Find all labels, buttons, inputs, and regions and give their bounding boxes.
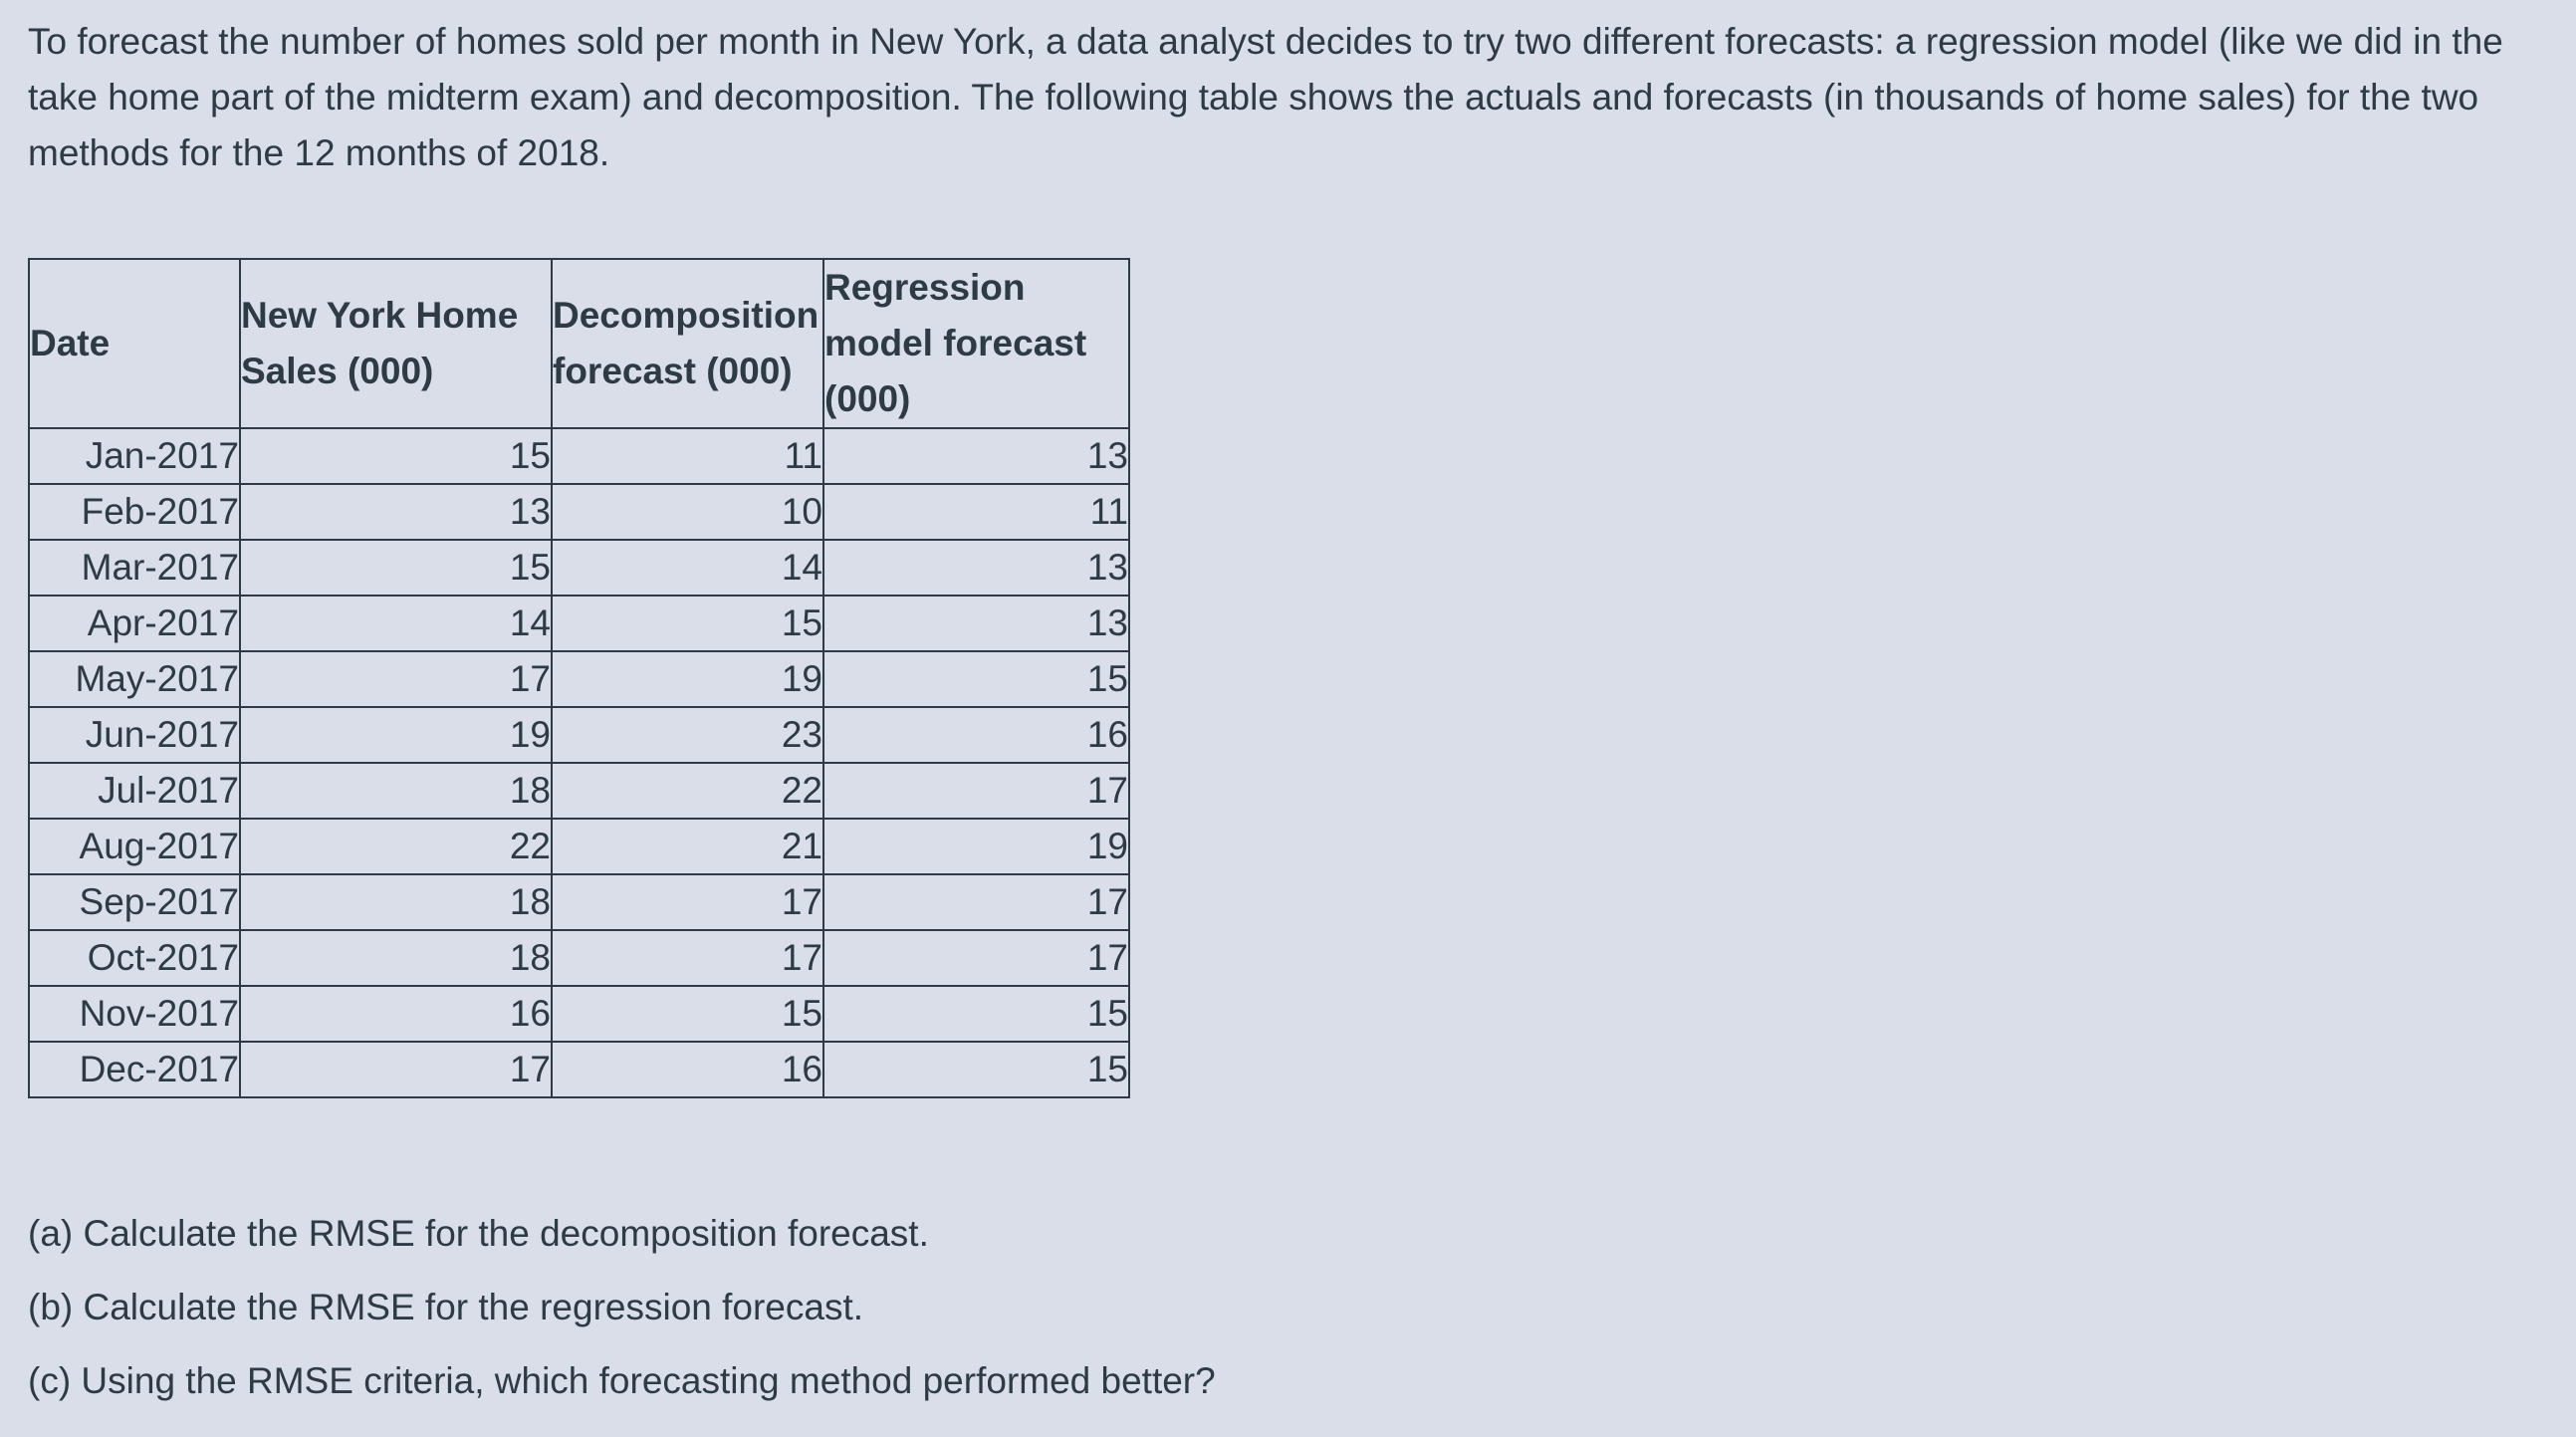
cell-date: May-2017 (29, 651, 240, 707)
cell-regression-forecast: 15 (823, 1042, 1129, 1097)
cell-regression-forecast: 15 (823, 986, 1129, 1042)
cell-ny-home-sales: 19 (240, 707, 552, 763)
question-c: (c) Using the RMSE criteria, which forecasting method performed better? (28, 1360, 1216, 1401)
table-row (29, 428, 1129, 484)
questions-list (28, 1197, 1216, 1418)
cell-decomposition-forecast: 15 (552, 986, 823, 1042)
table-row (29, 596, 1129, 651)
table-row (29, 651, 1129, 707)
cell-date: Aug-2017 (29, 819, 240, 874)
cell-ny-home-sales: 18 (240, 763, 552, 819)
header-ny-home-sales: New York Home Sales (000) (240, 259, 552, 428)
table-row (29, 484, 1129, 540)
cell-regression-forecast: 13 (823, 596, 1129, 651)
table-row (29, 1042, 1129, 1097)
cell-date: Dec-2017 (29, 1042, 240, 1097)
intro-paragraph: To forecast the number of homes sold per month in New York, a data analyst decides to try two different forecasts: a regression model (like we did in the take home part of the midterm exam) and decomposition. The following table shows the actuals and forecasts (in thousands of home sales) for the two methods for the 12 months of 2018. (28, 21, 2503, 173)
cell-ny-home-sales: 17 (240, 1042, 552, 1097)
cell-date: Jul-2017 (29, 763, 240, 819)
cell-regression-forecast: 13 (823, 428, 1129, 484)
cell-decomposition-forecast: 17 (552, 874, 823, 930)
cell-decomposition-forecast: 23 (552, 707, 823, 763)
header-regression-forecast: Regression model forecast (000) (823, 259, 1129, 428)
cell-ny-home-sales: 15 (240, 540, 552, 596)
question-page (28, 0, 2547, 1401)
cell-regression-forecast: 17 (823, 763, 1129, 819)
cell-ny-home-sales: 16 (240, 986, 552, 1042)
table-row (29, 707, 1129, 763)
cell-regression-forecast: 17 (823, 874, 1129, 930)
cell-ny-home-sales: 13 (240, 484, 552, 540)
cell-regression-forecast: 19 (823, 819, 1129, 874)
table-row (29, 819, 1129, 874)
cell-regression-forecast: 13 (823, 540, 1129, 596)
cell-date: Nov-2017 (29, 986, 240, 1042)
table-row (29, 930, 1129, 986)
cell-date: Jun-2017 (29, 707, 240, 763)
home-sales-table (28, 258, 1130, 1098)
cell-decomposition-forecast: 22 (552, 763, 823, 819)
cell-regression-forecast: 11 (823, 484, 1129, 540)
question-a: (a) Calculate the RMSE for the decomposition forecast. (28, 1213, 929, 1254)
cell-decomposition-forecast: 10 (552, 484, 823, 540)
table-header-row (29, 259, 1129, 428)
cell-decomposition-forecast: 15 (552, 596, 823, 651)
cell-ny-home-sales: 18 (240, 874, 552, 930)
cell-decomposition-forecast: 16 (552, 1042, 823, 1097)
header-date: Date (29, 259, 240, 428)
cell-date: Jan-2017 (29, 428, 240, 484)
cell-regression-forecast: 17 (823, 930, 1129, 986)
table-row (29, 540, 1129, 596)
cell-decomposition-forecast: 17 (552, 930, 823, 986)
cell-decomposition-forecast: 14 (552, 540, 823, 596)
header-decomposition-forecast: Decomposition forecast (000) (552, 259, 823, 428)
cell-date: Apr-2017 (29, 596, 240, 651)
table-row (29, 874, 1129, 930)
cell-ny-home-sales: 17 (240, 651, 552, 707)
cell-ny-home-sales: 18 (240, 930, 552, 986)
cell-date: Feb-2017 (29, 484, 240, 540)
cell-date: Mar-2017 (29, 540, 240, 596)
cell-date: Sep-2017 (29, 874, 240, 930)
cell-decomposition-forecast: 19 (552, 651, 823, 707)
cell-date: Oct-2017 (29, 930, 240, 986)
question-b: (b) Calculate the RMSE for the regression forecast. (28, 1287, 864, 1327)
cell-regression-forecast: 16 (823, 707, 1129, 763)
cell-decomposition-forecast: 21 (552, 819, 823, 874)
table-row (29, 763, 1129, 819)
cell-ny-home-sales: 14 (240, 596, 552, 651)
cell-ny-home-sales: 15 (240, 428, 552, 484)
table-body (29, 428, 1129, 1097)
cell-ny-home-sales: 22 (240, 819, 552, 874)
table-row (29, 986, 1129, 1042)
cell-regression-forecast: 15 (823, 651, 1129, 707)
cell-decomposition-forecast: 11 (552, 428, 823, 484)
